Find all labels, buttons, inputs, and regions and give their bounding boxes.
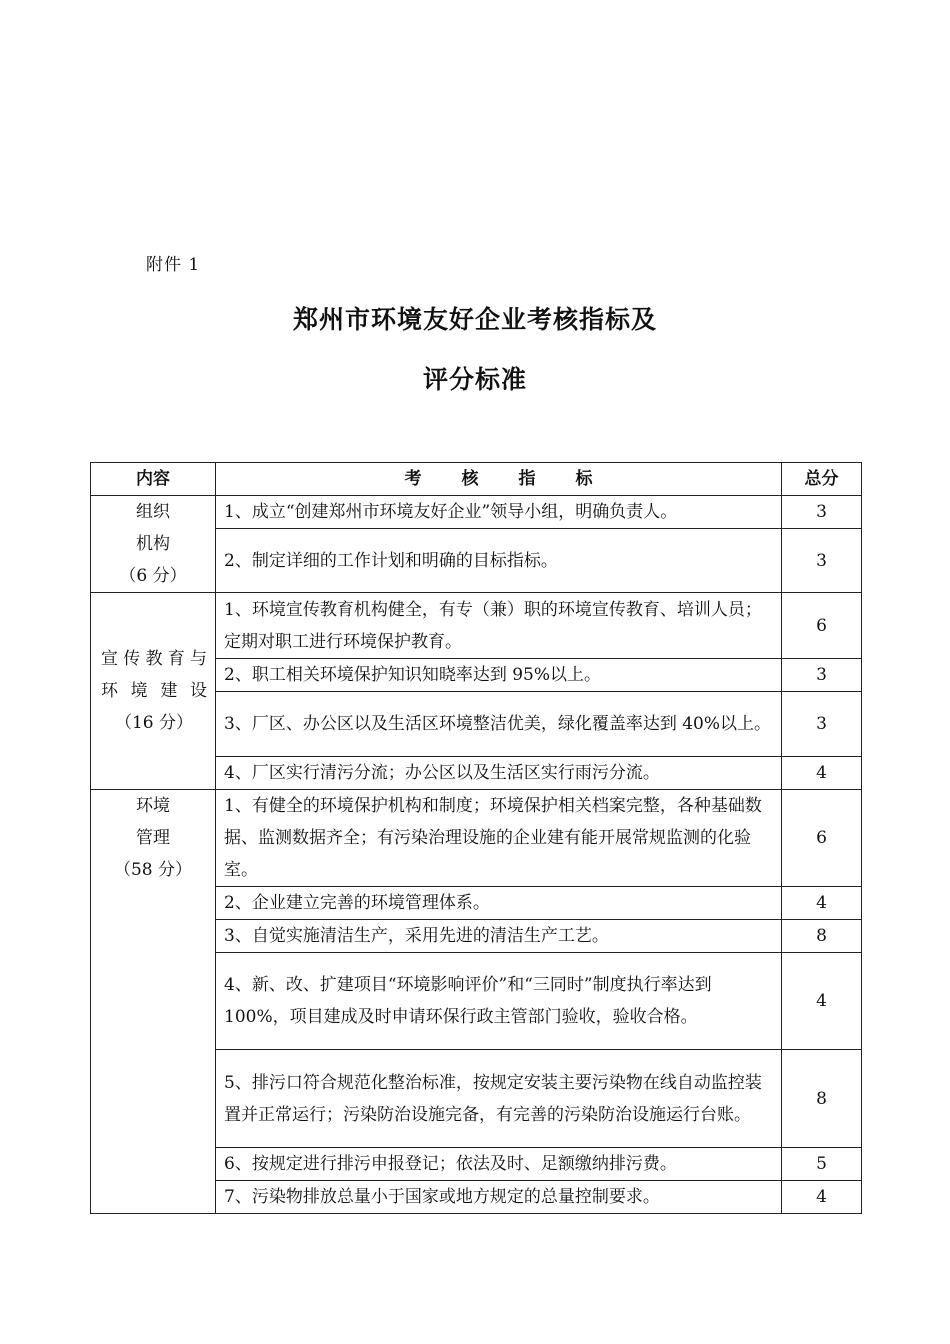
score-value: 5 — [782, 1148, 862, 1181]
indicator-text: 2、企业建立完善的环境管理体系。 — [216, 887, 782, 920]
score-value: 4 — [782, 757, 862, 790]
score-value: 6 — [782, 790, 862, 887]
category-line: 机构 — [136, 534, 170, 554]
indicator-text: 1、有健全的环境保护机构和制度；环境保护相关档案完整，各种基础数据、监测数据齐全；有污染治理设施的企业建有能开展常规监测的化验室。 — [216, 790, 782, 887]
attachment-label: 附件 1 — [146, 255, 201, 275]
indicator-text: 2、职工相关环境保护知识知晓率达到 95%以上。 — [216, 659, 782, 692]
document-title-line-1: 郑州市环境友好企业考核指标及 — [292, 305, 657, 334]
score-value: 4 — [782, 1181, 862, 1214]
header-content: 内容 — [91, 463, 216, 496]
score-value: 8 — [782, 920, 862, 953]
indicator-text: 1、环境宣传教育机构健全，有专（兼）职的环境宣传教育、培训人员；定期对职工进行环境保护教育。 — [216, 593, 782, 659]
score-value: 4 — [782, 887, 862, 920]
header-indicator-char: 标 — [575, 469, 593, 489]
score-value: 3 — [782, 529, 862, 593]
indicator-text: 4、新、改、扩建项目“环境影响评价”和“三同时”制度执行率达到 100%，项目建成及时申请环保行政主管部门验收，验收合格。 — [216, 953, 782, 1050]
indicator-text: 6、按规定进行排污申报登记；依法及时、足额缴纳排污费。 — [216, 1148, 782, 1181]
category-line: （58 分） — [113, 860, 193, 880]
score-value: 8 — [782, 1050, 862, 1148]
document-title-line-2: 评分标准 — [422, 365, 527, 394]
category-line: 组织 — [136, 502, 170, 522]
category-line: 环 境 建 设 — [101, 681, 207, 701]
table-header-row — [91, 463, 862, 496]
table-row — [91, 496, 862, 529]
score-value: 3 — [782, 659, 862, 692]
score-value: 3 — [782, 496, 862, 529]
table-row — [91, 790, 862, 887]
table-row — [91, 593, 862, 659]
header-indicator-char: 指 — [518, 469, 536, 489]
indicator-text: 4、厂区实行清污分流；办公区以及生活区实行雨污分流。 — [216, 757, 782, 790]
header-score: 总分 — [782, 463, 862, 496]
criteria-table — [90, 462, 862, 1214]
category-line: （16 分） — [114, 713, 194, 733]
category-environment-management — [91, 790, 216, 1214]
category-line: 管理 — [136, 828, 170, 848]
score-value: 3 — [782, 692, 862, 757]
indicator-text: 7、污染物排放总量小于国家或地方规定的总量控制要求。 — [216, 1181, 782, 1214]
indicator-text: 3、自觉实施清洁生产，采用先进的清洁生产工艺。 — [216, 920, 782, 953]
header-indicator-char: 考 — [404, 469, 422, 489]
score-value: 4 — [782, 953, 862, 1050]
indicator-text: 3、厂区、办公区以及生活区环境整洁优美，绿化覆盖率达到 40%以上。 — [216, 692, 782, 757]
header-indicator — [216, 463, 782, 496]
score-value: 6 — [782, 593, 862, 659]
indicator-text: 1、成立“创建郑州市环境友好企业”领导小组，明确负责人。 — [216, 496, 782, 529]
category-organization — [91, 496, 216, 593]
indicator-text: 5、排污口符合规范化整治标准，按规定安装主要污染物在线自动监控装置并正常运行；污染防治设施完备，有完善的污染防治设施运行台账。 — [216, 1050, 782, 1148]
indicator-text: 2、制定详细的工作计划和明确的目标指标。 — [216, 529, 782, 593]
category-line: （6 分） — [119, 566, 187, 586]
header-indicator-char: 核 — [461, 469, 479, 489]
category-publicity-education — [91, 593, 216, 790]
category-line: 环境 — [136, 796, 170, 816]
category-line: 宣传教育与 — [101, 649, 207, 669]
